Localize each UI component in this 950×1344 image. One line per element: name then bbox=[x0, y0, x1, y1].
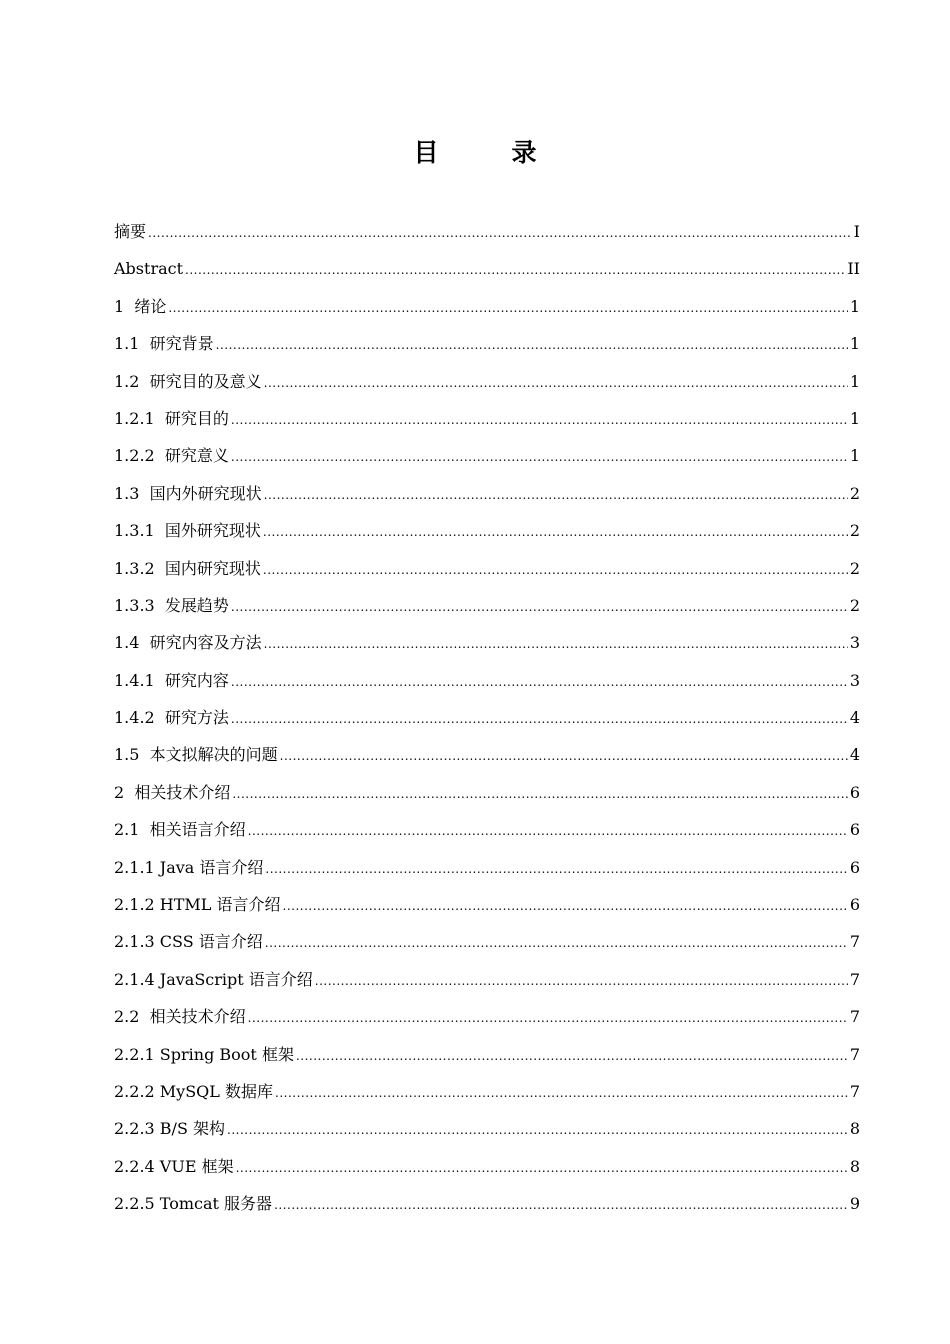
toc-entry[interactable] bbox=[114, 368, 860, 405]
toc-entry[interactable] bbox=[114, 592, 860, 629]
toc-entry-title: 2.1.1 Java 语言介绍 bbox=[114, 857, 264, 877]
toc-entry[interactable] bbox=[114, 255, 860, 292]
toc-entry-page-number: II bbox=[847, 259, 860, 279]
toc-dot-leader bbox=[231, 705, 848, 733]
toc-dot-leader bbox=[264, 369, 848, 397]
toc-entry[interactable] bbox=[114, 1115, 860, 1152]
toc-entry-title: 1.5 本文拟解决的问题 bbox=[114, 745, 278, 765]
toc-entry[interactable] bbox=[114, 293, 860, 330]
toc-dot-leader bbox=[231, 668, 848, 696]
page-title: 目 录 bbox=[413, 137, 561, 167]
toc-dot-leader bbox=[232, 780, 847, 808]
toc-entry-page-number: 1 bbox=[849, 296, 860, 316]
toc-entry-title: 2.1.4 JavaScript 语言介绍 bbox=[114, 969, 313, 989]
toc-entry-page-number: 2 bbox=[849, 558, 860, 578]
toc-entry[interactable] bbox=[114, 1078, 860, 1115]
toc-entry-title: 2 相关技术介绍 bbox=[114, 782, 231, 802]
toc-dot-leader bbox=[275, 1079, 848, 1107]
toc-dot-leader bbox=[264, 481, 848, 509]
toc-dot-leader bbox=[296, 1042, 848, 1070]
toc-entry[interactable] bbox=[114, 779, 860, 816]
toc-entry-page-number: 1 bbox=[849, 334, 860, 354]
toc-entry[interactable] bbox=[114, 966, 860, 1003]
toc-dot-leader bbox=[236, 1154, 848, 1182]
toc-entry[interactable] bbox=[114, 629, 860, 666]
toc-entry[interactable] bbox=[114, 816, 860, 853]
toc-entry[interactable] bbox=[114, 891, 860, 928]
toc-dot-leader bbox=[227, 1116, 848, 1144]
toc-entry-title: 1.4.2 研究方法 bbox=[114, 708, 229, 728]
toc-entry-page-number: 8 bbox=[849, 1156, 860, 1176]
toc-entry-page-number: 6 bbox=[849, 895, 860, 915]
toc-entry[interactable] bbox=[114, 1003, 860, 1040]
toc-dot-leader bbox=[148, 219, 852, 247]
toc-entry[interactable] bbox=[114, 405, 860, 442]
toc-entry[interactable] bbox=[114, 1190, 860, 1227]
toc-entry-page-number: 4 bbox=[849, 708, 860, 728]
toc-entry-title: 1.4.1 研究内容 bbox=[114, 670, 229, 690]
toc-entry-title: 1.4 研究内容及方法 bbox=[114, 633, 262, 653]
toc-entry-title: Abstract bbox=[114, 259, 184, 279]
toc-entry[interactable] bbox=[114, 442, 860, 479]
toc-entry[interactable] bbox=[114, 218, 860, 255]
toc-entry-title: 2.1.2 HTML 语言介绍 bbox=[114, 895, 281, 915]
toc-entry-title: 1.3.2 国内研究现状 bbox=[114, 558, 261, 578]
toc-entry-page-number: 1 bbox=[849, 408, 860, 428]
toc-dot-leader bbox=[248, 1004, 848, 1032]
toc-entry-page-number: 3 bbox=[849, 633, 860, 653]
toc-entry-page-number: 7 bbox=[849, 1007, 860, 1027]
table-of-contents bbox=[114, 218, 860, 1228]
toc-entry-page-number: 7 bbox=[849, 932, 860, 952]
toc-entry-page-number: 2 bbox=[849, 521, 860, 541]
toc-entry-page-number: 2 bbox=[849, 595, 860, 615]
toc-entry-title: 2.2.1 Spring Boot 框架 bbox=[114, 1044, 294, 1064]
toc-dot-leader bbox=[263, 518, 848, 546]
toc-entry-page-number: 7 bbox=[849, 969, 860, 989]
toc-entry[interactable] bbox=[114, 480, 860, 517]
toc-entry-page-number: 6 bbox=[849, 820, 860, 840]
toc-entry-page-number: 2 bbox=[849, 483, 860, 503]
toc-entry-title: 1.3.3 发展趋势 bbox=[114, 595, 229, 615]
toc-dot-leader bbox=[231, 593, 848, 621]
toc-dot-leader bbox=[264, 630, 848, 658]
toc-entry-page-number: I bbox=[853, 222, 860, 241]
toc-entry[interactable] bbox=[114, 704, 860, 741]
toc-entry[interactable] bbox=[114, 330, 860, 367]
toc-entry-title: 2.1 相关语言介绍 bbox=[114, 820, 246, 840]
toc-entry[interactable] bbox=[114, 741, 860, 778]
toc-entry-title: 1 绪论 bbox=[114, 296, 167, 316]
toc-entry-title: 1.1 研究背景 bbox=[114, 334, 214, 354]
toc-entry[interactable] bbox=[114, 517, 860, 554]
toc-dot-leader bbox=[185, 256, 845, 284]
toc-entry-title: 1.3 国内外研究现状 bbox=[114, 483, 262, 503]
toc-entry-page-number: 9 bbox=[849, 1194, 860, 1214]
toc-entry-title: 2.2.3 B/S 架构 bbox=[114, 1119, 225, 1139]
toc-entry-title: 1.2.1 研究目的 bbox=[114, 408, 229, 428]
toc-entry-page-number: 4 bbox=[849, 745, 860, 765]
toc-entry-page-number: 8 bbox=[849, 1119, 860, 1139]
toc-dot-leader bbox=[263, 556, 848, 584]
toc-entry-title: 2.2.2 MySQL 数据库 bbox=[114, 1081, 274, 1101]
toc-entry-title: 2.2 相关技术介绍 bbox=[114, 1007, 246, 1027]
toc-dot-leader bbox=[231, 443, 848, 471]
toc-entry-page-number: 3 bbox=[849, 670, 860, 690]
toc-entry-page-number: 1 bbox=[849, 371, 860, 391]
toc-entry-title: 1.2 研究目的及意义 bbox=[114, 371, 262, 391]
toc-entry[interactable] bbox=[114, 1041, 860, 1078]
toc-entry-title: 摘要 bbox=[114, 222, 147, 241]
toc-entry-title: 2.1.3 CSS 语言介绍 bbox=[114, 932, 263, 952]
toc-entry-page-number: 6 bbox=[849, 857, 860, 877]
toc-dot-leader bbox=[265, 855, 847, 883]
toc-entry-page-number: 7 bbox=[849, 1081, 860, 1101]
toc-entry-title: 1.3.1 国外研究现状 bbox=[114, 521, 261, 541]
toc-entry[interactable] bbox=[114, 555, 860, 592]
toc-dot-leader bbox=[315, 967, 848, 995]
toc-entry-page-number: 1 bbox=[849, 446, 860, 466]
toc-entry[interactable] bbox=[114, 928, 860, 965]
toc-dot-leader bbox=[231, 406, 848, 434]
toc-dot-leader bbox=[283, 892, 848, 920]
toc-dot-leader bbox=[265, 929, 848, 957]
toc-entry-page-number: 7 bbox=[849, 1044, 860, 1064]
toc-entry[interactable] bbox=[114, 667, 860, 704]
toc-dot-leader bbox=[274, 1191, 848, 1219]
toc-entry[interactable] bbox=[114, 1153, 860, 1190]
toc-dot-leader bbox=[216, 331, 848, 359]
toc-entry-title: 1.2.2 研究意义 bbox=[114, 446, 229, 466]
toc-dot-leader bbox=[168, 294, 847, 322]
toc-dot-leader bbox=[280, 742, 848, 770]
toc-entry-title: 2.2.4 VUE 框架 bbox=[114, 1156, 234, 1176]
toc-entry[interactable] bbox=[114, 854, 860, 891]
toc-dot-leader bbox=[248, 817, 848, 845]
toc-entry-title: 2.2.5 Tomcat 服务器 bbox=[114, 1194, 273, 1214]
toc-entry-page-number: 6 bbox=[849, 782, 860, 802]
